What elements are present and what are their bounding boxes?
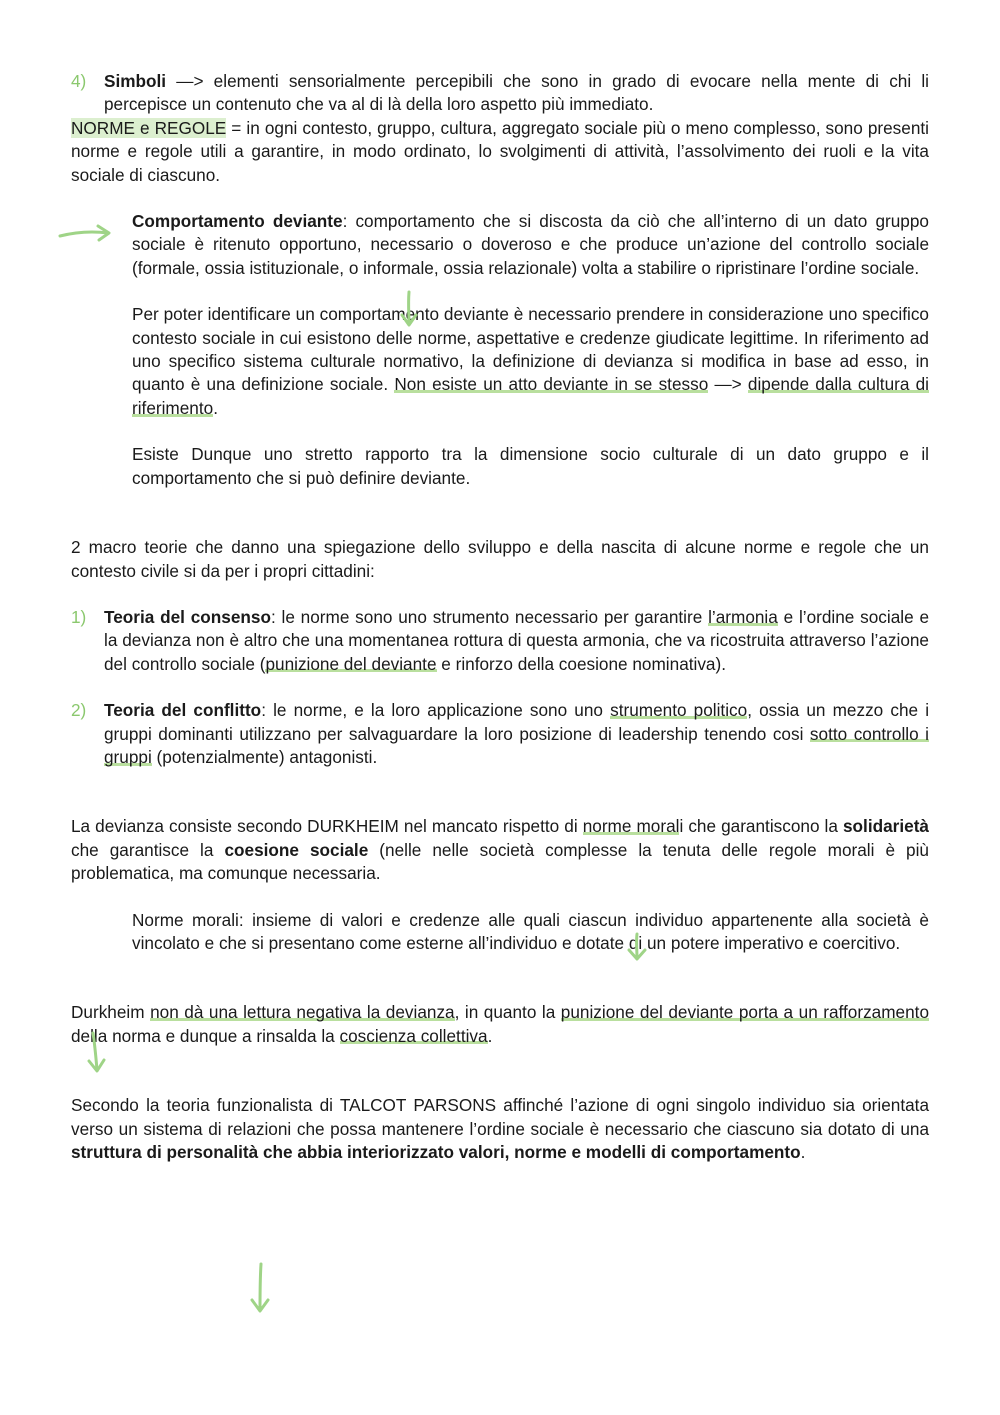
- term-comportamento-deviante: Comportamento deviante: [132, 211, 343, 232]
- term-simboli: Simboli: [104, 71, 167, 91]
- underline-atto-deviante: Non esiste un atto deviante in se stesso: [394, 374, 709, 395]
- underline-armonia: l’armonia: [708, 606, 778, 627]
- paragraph-rapporto: Esiste Dunque uno stretto rapporto tra la dimensione socio culturale di un dato gruppo e il comportamento che si può definire deviante.: [132, 444, 929, 488]
- underline-norme-morali: norme moral: [582, 816, 680, 837]
- term-teoria-consenso: Teoria del consenso: [104, 606, 271, 627]
- underline-punizione-rafforzamento: punizione del deviante porta a un rafforzamento: [560, 1002, 930, 1023]
- highlight-norme-regole: NORME e REGOLE: [71, 117, 227, 138]
- term-struttura-personalita: struttura di personalità che abbia interiorizzato valori, norme e modelli di comportamento: [71, 1142, 801, 1162]
- list-number: 4): [71, 71, 87, 91]
- underline-lettura-negativa: non dà una lettura negativa la devianza: [150, 1002, 455, 1023]
- paragraph-macro-teorie: 2 macro teorie che danno una spiegazione dello sviluppo e della nascita di alcune norme e regole che un contesto civile si da per i propri cittadini:: [71, 537, 929, 581]
- document-page: [71, 70, 929, 1164]
- underline-punizione-deviante: punizione del deviante: [265, 653, 437, 674]
- arrow-down-icon: [248, 1262, 274, 1316]
- paragraph-durkheim-devianza: La devianza consiste secondo DURKHEIM nel mancato rispetto di norme morali che garantiscono la solidarietà che garantisce la coesione sociale (nelle nelle società complesse la tenuta delle regole morali è più problematica, ma comunque necessaria.: [71, 816, 929, 884]
- term-teoria-conflitto: Teoria del conflitto: [104, 700, 262, 721]
- paragraph-durkheim-lettura: Durkheim non dà una lettura negativa la devianza, in quanto la punizione del deviante porta a un rafforzamento della norma e dunque a rinsalda la coscienza collettiva.: [71, 1002, 930, 1046]
- list-item-simboli: [71, 70, 929, 117]
- list-item-teoria-consenso: 1) Teoria del consenso: le norme sono uno strumento necessario per garantire l’armonia e l’ordine sociale e la devianza non è altro che una momentanea rottura di questa armonia, che va ricostruita attraverso l’azione del controllo sociale (punizione del deviante e rinforzo della coesione nominativa).: [71, 606, 929, 674]
- paragraph-norme-morali: Norme morali: insieme di valori e credenze alle quali ciascun individuo appartenente alla società è vincolato e che si presentano come esterne all’individuo e dotate di un potere imperativo e coercitivo.: [132, 909, 929, 953]
- arrow-down-icon: [624, 932, 650, 964]
- term-coesione-sociale: coesione sociale: [224, 839, 369, 860]
- arrow-down-icon: [398, 290, 420, 330]
- underline-coscienza-collettiva: coscienza collettiva: [339, 1025, 488, 1046]
- paragraph-comportamento-deviante: Comportamento deviante: comportamento che si discosta da ciò che all’interno di un dato gruppo sociale è ritenuto opportuno, necessario o doveroso e che produce un’azione del controllo sociale (formale, ossia istituzionale, o informale, ossia relazionale) volta a stabilire o ripristinare l’ordine sociale.: [132, 211, 929, 278]
- underline-sotto-controllo: sotto controllo i gruppi: [104, 723, 929, 767]
- arrow-right-icon: [58, 222, 114, 244]
- list-number: 1): [71, 606, 87, 627]
- term-solidarieta: solidarietà: [843, 816, 929, 837]
- underline-cultura-riferimento: dipende dalla cultura di riferimento: [132, 374, 930, 418]
- definition-simboli: —> elementi sensorialmente percepibili che sono in grado di evocare nella mente di chi li percepisce un contenuto che va al di là della loro aspetto più immediato.: [104, 71, 929, 115]
- arrow-down-icon: [84, 1030, 110, 1076]
- paragraph-identificare-deviante: Per poter identificare un comportamento deviante è necessario prendere in considerazione uno specifico contesto sociale in cui esistono delle norme, aspettative e credenze giudicate legittime. In riferimento ad uno specifico sistema culturale normativo, la definizione di devianza si modifica in base ad esso, in quanto è una definizione sociale. Non esiste un atto deviante in se stesso —> dipende dalla cultura di riferimento.: [132, 304, 930, 418]
- list-item-teoria-conflitto: 2) Teoria del conflitto: le norme, e la loro applicazione sono uno strumento politico, ossia un mezzo che i gruppi dominanti utilizzano per salvaguardare la loro posizione di leadership tenendo cosi sotto controllo i gruppi (potenzialmente) antagonisti.: [71, 700, 930, 767]
- underline-strumento-politico: strumento politico: [610, 700, 748, 721]
- paragraph-parsons: Secondo la teoria funzionalista di TALCOT PARSONS affinché l’azione di ogni singolo individuo sia orientata verso un sistema di relazioni che possa mantenere l’ordine sociale è necessario che ciascuno sia dotato di una struttura di personalità che abbia interiorizzato valori, norme e modelli di comportamento.: [71, 1095, 929, 1162]
- paragraph-norme-regole: NORME e REGOLE = in ogni contesto, gruppo, cultura, aggregato sociale più o meno complesso, sono presenti norme e regole utili a garantire, in modo ordinato, lo svolgimenti di attività, l’assolvimento dei ruoli e la vita sociale di ciascuno.: [71, 117, 929, 185]
- list-number: 2): [71, 700, 87, 721]
